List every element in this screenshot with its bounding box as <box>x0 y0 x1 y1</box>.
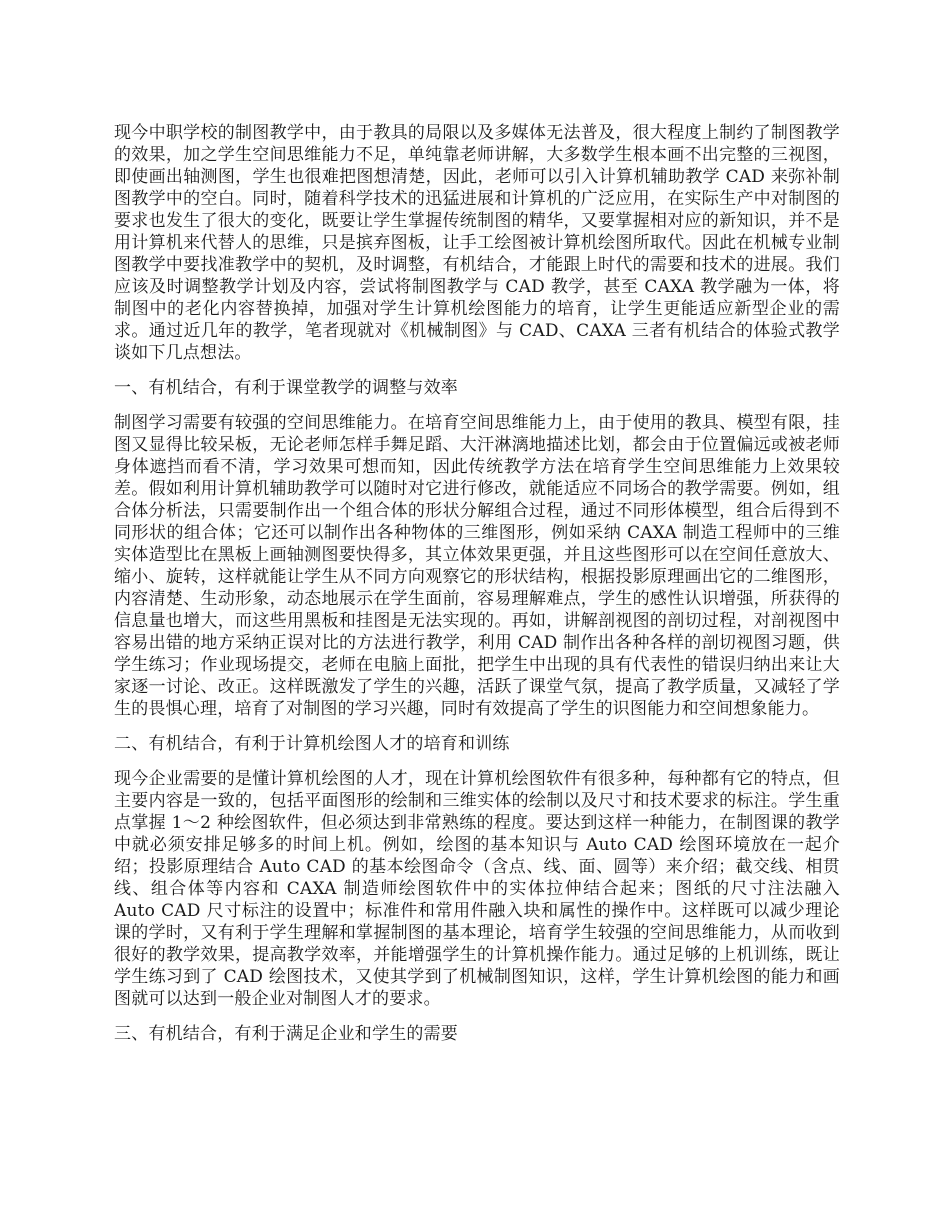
paragraph-intro: 现今中职学校的制图教学中，由于教具的局限以及多媒体无法普及，很大程度上制约了制图教学的效果，加之学生空间思维能力不足，单纯靠老师讲解，大多数学生根本画不出完整的三视图，即使画出轴测图，学生也很难把图想清楚，因此，老师可以引入计算机辅助教学 CAD 来弥补制图教学中的空白。同时，随着科学技术的迅猛进展和计算机的广泛应用，在实际生产中对制图的要求也发生了很大的变化，既要让学生掌握传统制图的精华，又要掌握相对应的新知识，并不是用计算机来代替人的思维，只是摈弃图板，让手工绘图被计算机绘图所取代。因此在机械专业制图教学中要找准教学中的契机，及时调整，有机结合，才能跟上时代的需要和技术的进展。我们应该及时调整教学计划及内容，尝试将制图教学与 CAD 教学，甚至 CAXA 教学融为一体，将制图中的老化内容替换掉，加强对学生计算机绘图能力的培育，让学生更能适应新型企业的需求。通过近几年的教学，笔者现就对《机械制图》与 CAD、CAXA 三者有机结合的体验式教学谈如下几点想法。 <box>114 123 840 363</box>
section-heading-2: 二、有机结合，有利于计算机绘图人才的培育和训练 <box>114 734 510 754</box>
paragraph-section-2: 现今企业需要的是懂计算机绘图的人才，现在计算机绘图软件有很多种，每种都有它的特点，但主要内容是一致的，包括平面图形的绘制和三维实体的绘制以及尺寸和技术要求的标注。学生重点掌握 1～2 种绘图软件，但必须达到非常熟练的程度。要达到这样一种能力，在制图课的教学中就必须安排足够多的时间上机。例如，绘图的基本知识与 Auto CAD 绘图环境放在一起介绍；投影原理结合 Auto CAD 的基本绘图命令（含点、线、面、圆等）来介绍；截交线、相贯线、组合体等内容和 CAXA 制造师绘图软件中的实体拉伸结合起来；图纸的尺寸注法融入 Auto CAD 尺寸标注的设置中；标准件和常用件融入块和属性的操作中。这样既可以减少理论课的学时，又有利于学生理解和掌握制图的基本理论，培育学生较强的空间思维能力，从而收到很好的教学效果，提高教学效率，并能增强学生的计算机操作能力。通过足够的上机训练，既让学生练习到了 CAD 绘图技术，又使其学到了机械制图知识，这样，学生计算机绘图的能力和画图就可以达到一般企业对制图人才的要求。 <box>114 769 840 1009</box>
section-heading-3: 三、有机结合，有利于满足企业和学生的需要 <box>114 1024 458 1044</box>
paragraph-section-1: 制图学习需要有较强的空间思维能力。在培育空间思维能力上，由于使用的教具、模型有限，挂图又显得比较呆板，无论老师怎样手舞足蹈、大汗淋漓地描述比划，都会由于位置偏远或被老师身体遮挡而看不清，学习效果可想而知，因此传统教学方法在培育学生空间思维能力上效果较差。假如利用计算机辅助教学可以随时对它进行修改，就能适应不同场合的教学需要。例如，组合体分析法，只需要制作出一个组合体的形状分解组合过程，通过不同形体模型，组合后得到不同形状的组合体；它还可以制作出各种物体的三维图形，例如采纳 CAXA 制造工程师中的三维实体造型比在黑板上画轴测图要快得多，其立体效果更强，并且这些图形可以在空间任意放大、缩小、旋转，这样就能让学生从不同方向观察它的形状结构，根据投影原理画出它的二维图形，内容清楚、生动形象，动态地展示在学生面前，容易理解难点，学生的感性认识增强，所获得的信息量也增大，而这些用黑板和挂图是无法实现的。再如，讲解剖视图的剖切过程，对剖视图中容易出错的地方采纳正误对比的方法进行教学，利用 CAD 制作出各种各样的剖切视图习题，供学生练习；作业现场提交，老师在电脑上面批，把学生中出现的具有代表性的错误归纳出来让大家逐一讨论、改正。这样既激发了学生的兴趣，活跃了课堂气氛，提高了教学质量，又减轻了学生的畏惧心理，培育了对制图的学习兴趣，同时有效提高了学生的识图能力和空间想象能力。 <box>114 413 840 719</box>
section-heading-1: 一、有机结合，有利于课堂教学的调整与效率 <box>114 378 458 398</box>
document-body <box>114 122 840 1058</box>
